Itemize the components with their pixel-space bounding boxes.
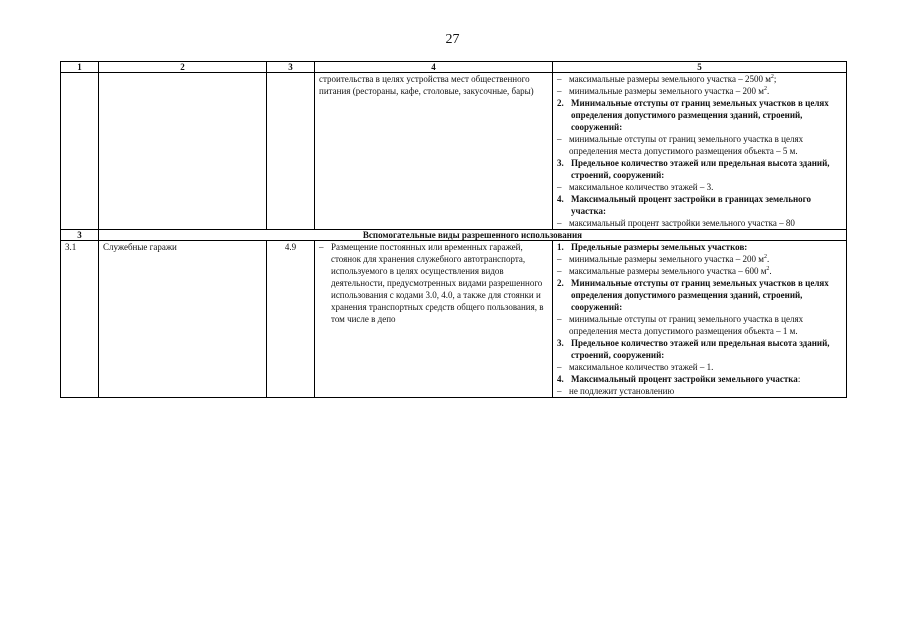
heading-text: Максимальный процент застройки земельного участка xyxy=(571,374,798,384)
cell-parameters xyxy=(553,73,847,230)
cell-name: Служебные гаражи xyxy=(99,241,267,398)
list-item xyxy=(557,85,842,97)
cell-code-classifier: 4.9 xyxy=(267,241,315,398)
numbered-heading xyxy=(557,157,842,181)
heading-text: Минимальные отступы от границ земельных участков в целях определения допустимого размещения зданий, строений, сооружений: xyxy=(571,278,829,312)
section-number: 3 xyxy=(61,230,99,241)
dash-bullet: – xyxy=(557,74,562,84)
item-tail: ; xyxy=(773,74,777,84)
item-text: минимальные размеры земельного участка – 200 м xyxy=(569,86,764,96)
table-row xyxy=(61,241,847,398)
header-col-4: 4 xyxy=(315,62,553,73)
item-tail: . xyxy=(769,266,772,276)
dash-bullet: – xyxy=(557,182,562,192)
section-title: Вспомогательные виды разрешенного использования xyxy=(99,230,847,241)
numbered-heading xyxy=(557,337,842,361)
item-text: максимальные размеры земельного участка – 2500 м xyxy=(569,74,771,84)
heading-text: Предельное количество этажей или предельная высота зданий, строений, сооружений: xyxy=(571,338,830,360)
dash-bullet: – xyxy=(557,134,562,144)
cell-description xyxy=(315,73,553,230)
regulations-table xyxy=(60,61,847,398)
item-text: максимальный процент застройки земельного участка – 80 xyxy=(569,218,795,228)
item-tail: . xyxy=(766,86,770,96)
list-item xyxy=(319,241,548,325)
heading-number: 1. xyxy=(557,242,564,252)
cell-name xyxy=(99,73,267,230)
heading-text: Предельное количество этажей или предельная высота зданий, строений, сооружений: xyxy=(571,158,830,180)
heading-text: Минимальные отступы от границ земельных участков в целях определения допустимого размещения зданий, строений, сооружений: xyxy=(571,98,829,132)
list-item xyxy=(557,73,842,85)
superscript: 2 xyxy=(766,266,770,272)
item-text: минимальные размеры земельного участка – 200 м xyxy=(569,254,764,264)
superscript: 2 xyxy=(763,254,767,260)
header-col-5: 5 xyxy=(553,62,847,73)
dash-bullet: – xyxy=(557,362,562,372)
dash-bullet: – xyxy=(557,86,562,96)
item-text: максимальное количество этажей – 1. xyxy=(569,362,714,372)
list-item xyxy=(557,253,842,265)
dash-bullet: – xyxy=(557,218,562,228)
item-text: минимальные отступы от границ земельного участка в целях определения места допустимого размещения объекта – 5 м. xyxy=(569,134,804,156)
numbered-heading xyxy=(557,373,842,385)
heading-number: 4. xyxy=(557,194,564,204)
item-text: максимальные размеры земельного участка – 600 м xyxy=(569,266,767,276)
heading-number: 2. xyxy=(557,278,564,288)
heading-number: 3. xyxy=(557,158,564,168)
heading-number: 4. xyxy=(557,374,564,384)
dash-bullet: – xyxy=(557,254,562,264)
cell-description xyxy=(315,241,553,398)
cell-parameters xyxy=(553,241,847,398)
dash-bullet: – xyxy=(557,314,562,324)
header-row xyxy=(61,62,847,73)
item-text: минимальные отступы от границ земельного участка в целях определения места допустимого размещения объекта – 1 м. xyxy=(569,314,804,336)
header-col-2: 2 xyxy=(99,62,267,73)
cell-code-classifier xyxy=(267,73,315,230)
heading-text: Предельные размеры земельных участков: xyxy=(571,242,748,252)
superscript: 2 xyxy=(770,74,774,80)
list-item xyxy=(557,181,842,193)
superscript: 2 xyxy=(763,86,767,92)
dash-bullet: – xyxy=(557,266,562,276)
item-tail: . xyxy=(766,254,770,264)
section-row xyxy=(61,230,847,241)
header-col-1: 1 xyxy=(61,62,99,73)
table-row xyxy=(61,73,847,230)
numbered-heading xyxy=(557,97,842,133)
dash-bullet: – xyxy=(319,242,324,252)
description-text: Размещение постоянных или временных гаражей, стоянок для хранения служебного автотранспорта, используемого в целях осуществления видов деятельности, предусмотренных видами разрешенного использования с кодами 3.0, 4.0, а также для стоянки и хранения транспортных средств общего пользования, в том числе в депо xyxy=(331,242,544,324)
numbered-heading xyxy=(557,193,842,217)
numbered-heading xyxy=(557,277,842,313)
list-item xyxy=(557,313,842,337)
header-col-3: 3 xyxy=(267,62,315,73)
heading-number: 3. xyxy=(557,338,564,348)
dash-bullet: – xyxy=(557,386,562,396)
item-text: максимальное количество этажей – 3. xyxy=(569,182,714,192)
heading-text: Максимальный процент застройки в границах земельного участка: xyxy=(571,194,812,216)
heading-tail: : xyxy=(797,374,801,384)
list-item xyxy=(557,265,842,277)
list-item xyxy=(557,133,842,157)
numbered-heading xyxy=(557,241,842,253)
list-item xyxy=(557,217,842,229)
description-text: строительства в целях устройства мест общественного питания (рестораны, кафе, столовые, закусочные, бары) xyxy=(319,74,534,96)
list-item xyxy=(557,361,842,373)
page-number: 27 xyxy=(445,32,460,47)
heading-number: 2. xyxy=(557,98,564,108)
list-item xyxy=(557,385,842,397)
item-text: не подлежит установлению xyxy=(569,386,675,396)
cell-code: 3.1 xyxy=(61,241,99,398)
cell-code xyxy=(61,73,99,230)
